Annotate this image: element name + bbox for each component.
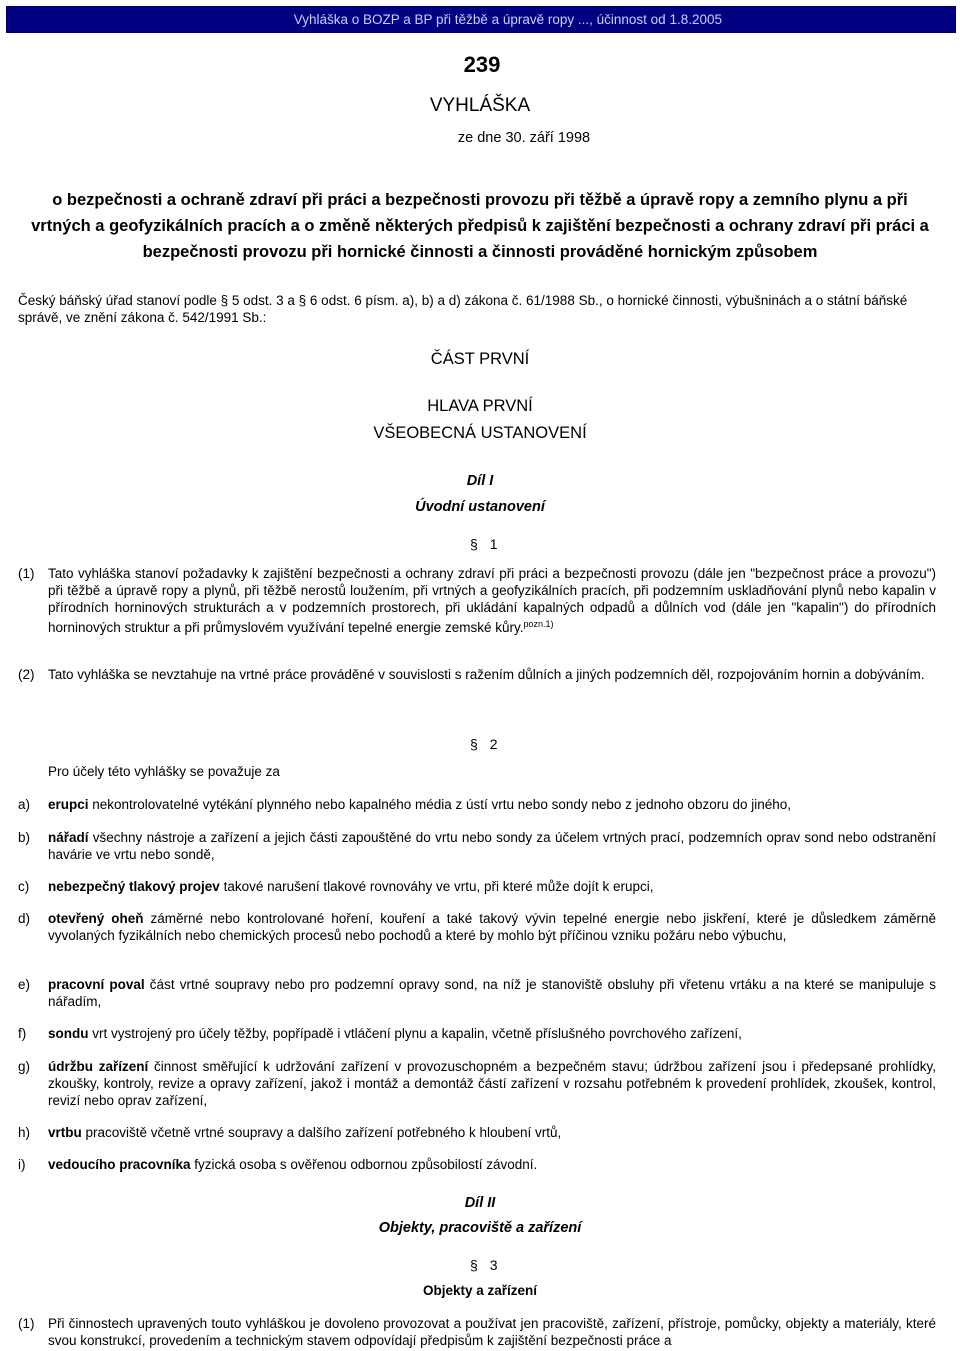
- division-2-name: Objekty, pracoviště a zařízení: [378, 1220, 582, 1236]
- definition-label: c): [18, 879, 30, 894]
- paragraph-number: (1): [18, 566, 35, 581]
- definition-label: h): [18, 1125, 31, 1140]
- definition-label: e): [18, 977, 31, 992]
- section-number: 2: [489, 736, 498, 752]
- definition-item: [18, 1058, 936, 1109]
- definition-label: g): [18, 1059, 31, 1074]
- definition-text: fyzická osoba s ověřenou odbornou způsobilostí závodní.: [190, 1157, 538, 1172]
- definition-item: [18, 910, 936, 944]
- footnote-reference[interactable]: pozn.1): [523, 619, 554, 629]
- definition-text: záměrné nebo kontrolované hoření, kouření a také takový vývin tepelné energie nebo jiskření, které je důsledkem záměrně vyvolaných fyzikálních nebo chemických procesů nebo pochodů a které by mohlo být příčinou vzniku požáru nebo výbuchu,: [48, 911, 936, 943]
- document-date: ze dne 30. září 1998: [457, 130, 591, 146]
- head-title: HLAVA PRVNÍ: [427, 397, 533, 415]
- definition-label: f): [18, 1026, 27, 1041]
- definition-text: nekontrolovatelné vytékání plynného nebo kapalného média z ústí vrtu nebo sondy nebo z jednoho obzoru do jiného,: [88, 797, 792, 812]
- paragraph-text: Tato vyhláška se nevztahuje na vrtné práce prováděné v souvislosti s ražením důlních a jiných podzemních děl, rozpojováním hornin a dobýváním.: [48, 667, 925, 682]
- definition-item: [18, 976, 936, 1010]
- part-title: ČÁST PRVNÍ: [430, 350, 530, 368]
- definition-text: vrt vystrojený pro účely těžby, popřípadě i vtláčení plynu a kapalin, včetně příslušného povrchového zařízení,: [88, 1026, 742, 1041]
- definition-text: všechny nástroje a zařízení a jejich části zapouštěné do vrtu nebo sondy za účelem vrtných prací, podzemních oprav sond nebo odstranění havárie ve vrtu nebo sondě,: [48, 830, 936, 862]
- definition-term: vrtbu: [48, 1125, 82, 1140]
- definitions-lead: Pro účely této vyhlášky se považuje za: [48, 764, 280, 779]
- definition-item: [18, 796, 936, 813]
- definition-text: činnost směřující k udržování zařízení v provozuschopném a bezpečném stavu; údržbou zařízení jsou i předepsané prohlídky, zkoušky, kontroly, revize a opravy zařízení, jakož i montáž a demontáž částí zařízení v rozsahu potřebném k provedení prohlídek, zkoušek, kontrol, revizí nebo oprav zařízení,: [48, 1059, 936, 1108]
- definition-label: b): [18, 830, 31, 845]
- header-title: Vyhláška o BOZP a BP při těžbě a úpravě ropy ..., účinnost od 1.8.2005: [293, 12, 722, 27]
- definition-term: sondu: [48, 1026, 89, 1041]
- definition-label: d): [18, 911, 31, 926]
- definition-text: takové narušení tlakové rovnováhy ve vrtu, při které může dojít k erupci,: [219, 879, 654, 894]
- definition-term: nářadí: [48, 830, 89, 845]
- definition-item: [18, 1025, 936, 1042]
- definition-term: erupci: [48, 797, 89, 812]
- preamble: Český báňský úřad stanoví podle § 5 odst. 3 a § 6 odst. 6 písm. a), b) a d) zákona č. 61/1988 Sb., o hornické činnosti, výbušninách a o státní báňské správě, ve znění zákona č. 542/1991 Sb.:: [18, 293, 908, 325]
- section-1-paragraph-2: [18, 666, 936, 683]
- definition-text: část vrtné soupravy nebo pro podzemní opravy sond, na níž je stanoviště obsluhy při vřetenu vrtáku a na které se manipuluje s nářadím,: [48, 977, 937, 1009]
- division-1-title: Díl I: [466, 473, 494, 489]
- document-header-bar: [6, 6, 956, 33]
- document-title: o bezpečnosti a ochraně zdraví při práci a bezpečnosti provozu při těžbě a úpravě ropy a zemního plynu a při vrtných a geofyzikálních pracích a o změně některých předpisů k zajištění bezpečnosti a ochrany zdraví při práci a bezpečnosti provozu při hornické činnosti a činnosti prováděné hornickým způsobem: [31, 191, 929, 261]
- paragraph-text: Tato vyhláška stanoví požadavky k zajištění bezpečnosti a ochrany zdraví při práci a bezpečnosti provozu (dále jen "bezpečnost práce a provozu") při těžbě a úpravě ropy a plynů, při těžbě nerostů loužením, při vrtných a geofyzikálních pracích, při podzemním uskladňování plynů nebo kapalin v přírodních horninových strukturách a v podzemních prostorech, při ukládání kapalných odpadů a důlních vod (dále jen "kapalin") do přírodních horninových struktur a při průmyslovém využívání tepelné energie zemské kůry.: [48, 566, 936, 635]
- section-3-title: Objekty a zařízení: [422, 1283, 538, 1298]
- section-sign: §: [470, 536, 478, 552]
- definition-term: údržbu zařízení: [48, 1059, 149, 1074]
- section-1-heading: [470, 536, 497, 552]
- section-sign: §: [470, 1257, 478, 1273]
- definition-label: a): [18, 797, 31, 812]
- section-sign: §: [470, 736, 478, 752]
- paragraph-number: (1): [18, 1316, 35, 1331]
- head-name: VŠEOBECNÁ USTANOVENÍ: [373, 424, 587, 442]
- document-number: 239: [463, 52, 501, 77]
- definition-term: vedoucího pracovníka: [48, 1157, 191, 1172]
- paragraph-number: (2): [18, 667, 35, 682]
- definition-term: nebezpečný tlakový projev: [48, 879, 220, 894]
- definition-term: pracovní poval: [48, 977, 145, 992]
- section-number: 3: [489, 1257, 498, 1273]
- section-1-paragraph-1: [18, 565, 936, 636]
- section-3-heading: [470, 1257, 497, 1273]
- section-2-heading: [470, 736, 497, 752]
- definition-item: [18, 1156, 936, 1173]
- definition-text: pracoviště včetně vrtné soupravy a dalšího zařízení potřebného k hloubení vrtů,: [81, 1125, 562, 1140]
- definition-item: [18, 878, 936, 895]
- definition-term: otevřený oheň: [48, 911, 144, 926]
- section-3-paragraph-1: [18, 1315, 936, 1349]
- section-number: 1: [489, 536, 498, 552]
- document-type: VYHLÁŠKA: [429, 95, 531, 116]
- definition-label: i): [18, 1157, 26, 1172]
- definition-item: [18, 829, 936, 863]
- division-1-name: Úvodní ustanovení: [415, 499, 545, 515]
- paragraph-text: Při činnostech upravených touto vyhláškou je dovoleno provozovat a používat jen pracoviště, zařízení, přístroje, pomůcky, objekty a materiály, které svou konstrukcí, provedením a technickým stavem odpovídají předpisům k zajištění bezpečnosti práce a: [48, 1316, 936, 1348]
- definition-item: [18, 1124, 936, 1141]
- division-2-title: Díl II: [464, 1195, 496, 1211]
